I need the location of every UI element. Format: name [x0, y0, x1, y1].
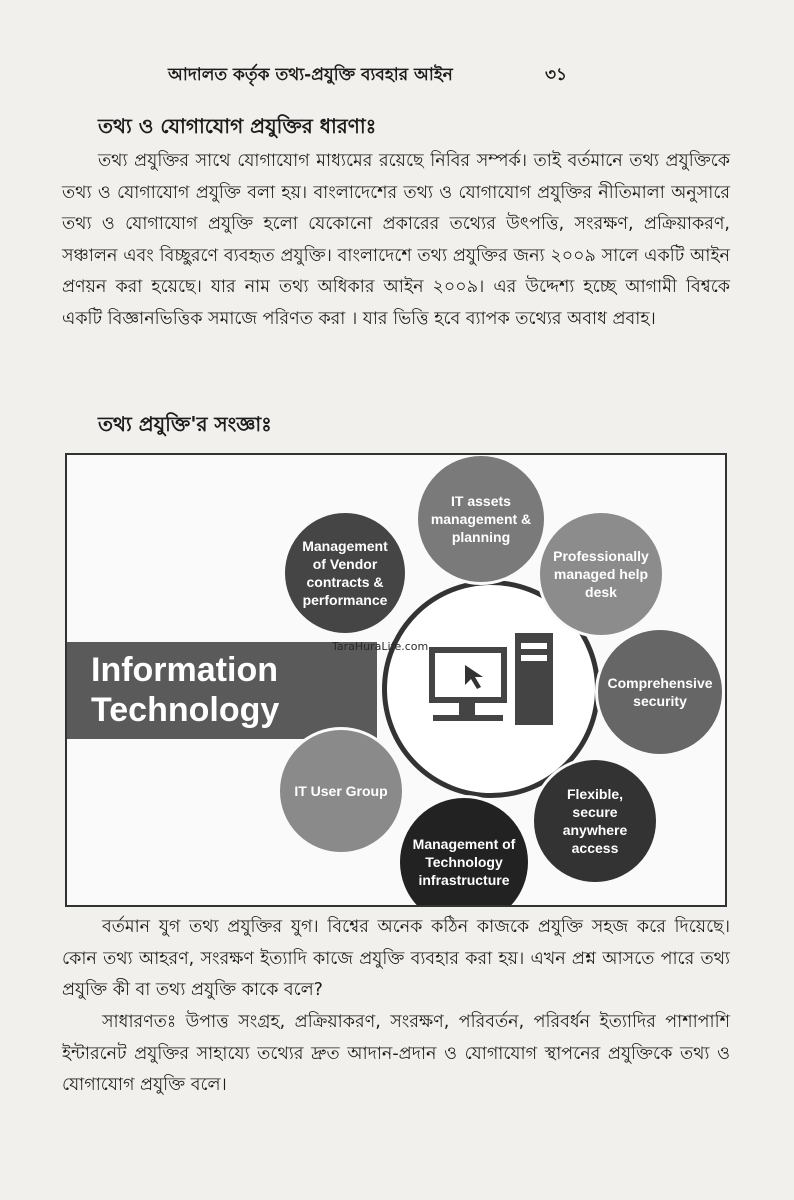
circle-it-assets: IT assets management & planning	[415, 453, 547, 585]
circle-it-user-group: IT User Group	[277, 727, 405, 855]
paragraph-ict-concept: তথ্য প্রযুক্তির সাথে যোগাযোগ মাধ্যমের রয়েছে নিবির সম্পর্ক। তাই বর্তমানে তথ্য প্রযুক্তিকে তথ্য ও যোগাযোগ প্রযুক্তি বলা হয়। বাংলাদেশের তথ্য ও যোগাযোগ প্রযুক্তির নীতিমালা অনুসারে তথ্য ও যোগাযোগ প্রযুক্তি হলো যেকোনো প্রকারের তথ্যের উৎপত্তি, সংরক্ষণ, প্রক্রিয়াকরণ, সঞ্চালন এবং বিচ্ছুরণে ব্যবহৃত প্রযুক্তি। বাংলাদেশে তথ্য প্রযুক্তির জন্য ২০০৯ সালে একটি আইন প্রণয়ন করা হয়েছে। যার নাম তথ্য অধিকার আইন ২০০৯। এর উদ্দেশ্য হচ্ছে আগামী বিশ্বকে একটি বিজ্ঞানভিত্তিক সমাজে পরিণত করা । যার ভিত্তি হবে ব্যাপক তথ্যের অবাধ প্রবাহ।	[62, 151, 730, 329]
circle-help-desk: Professionally managed help desk	[537, 510, 665, 638]
circle-anywhere-access: Flexible, secure anywhere access	[531, 757, 659, 885]
it-diagram	[65, 453, 727, 907]
circle-technology-infrastructure: Management of Technology infrastructure	[397, 795, 531, 907]
paragraph-it-era: বর্তমান যুগ তথ্য প্রযুক্তির যুগ। বিশ্বের অনেক কঠিন কাজকে প্রযুক্তি সহজ করে দিয়েছে। কোন তথ্য আহরণ, সংরক্ষণ ইত্যাদি কাজে প্রযুক্তি ব্যবহার করা হয়। এখন প্রশ্ন আসতে পারে তথ্য প্রযুক্তি কী বা তথ্য প্রযুক্তি কাকে বলে?	[62, 917, 730, 1000]
page-number: ৩১	[545, 65, 568, 85]
running-header: আদালত কর্তৃক তথ্য-প্রযুক্তি ব্যবহার আইন	[168, 65, 453, 85]
circle-security: Comprehensive security	[595, 627, 725, 757]
watermark: TaraHuraLife.com	[332, 640, 429, 653]
it-title: Information Technology	[91, 651, 280, 729]
it-title-banner	[67, 642, 377, 739]
section-heading-ict-concept: তথ্য ও যোগাযোগ প্রযুক্তির ধারণাঃ	[98, 114, 377, 138]
section-heading-it-definition: তথ্য প্রযুক্তি'র সংজ্ঞাঃ	[98, 412, 272, 436]
circle-vendor-management: Management of Vendor contracts & performance	[282, 510, 408, 636]
paragraph-ict-definition: সাধারণতঃ উপাত্ত সংগ্রহ, প্রক্রিয়াকরণ, সংরক্ষণ, পরিবর্তন, পরিবর্ধন ইত্যাদির পাশাপাশি ইন্টারনেট প্রযুক্তির সাহায্যে তথ্যের দ্রুত আদান-প্রদান ও যোগাযোগ স্থাপনের প্রযুক্তিকে তথ্য ও যোগাযোগ প্রযুক্তি বলে।	[62, 1012, 730, 1095]
